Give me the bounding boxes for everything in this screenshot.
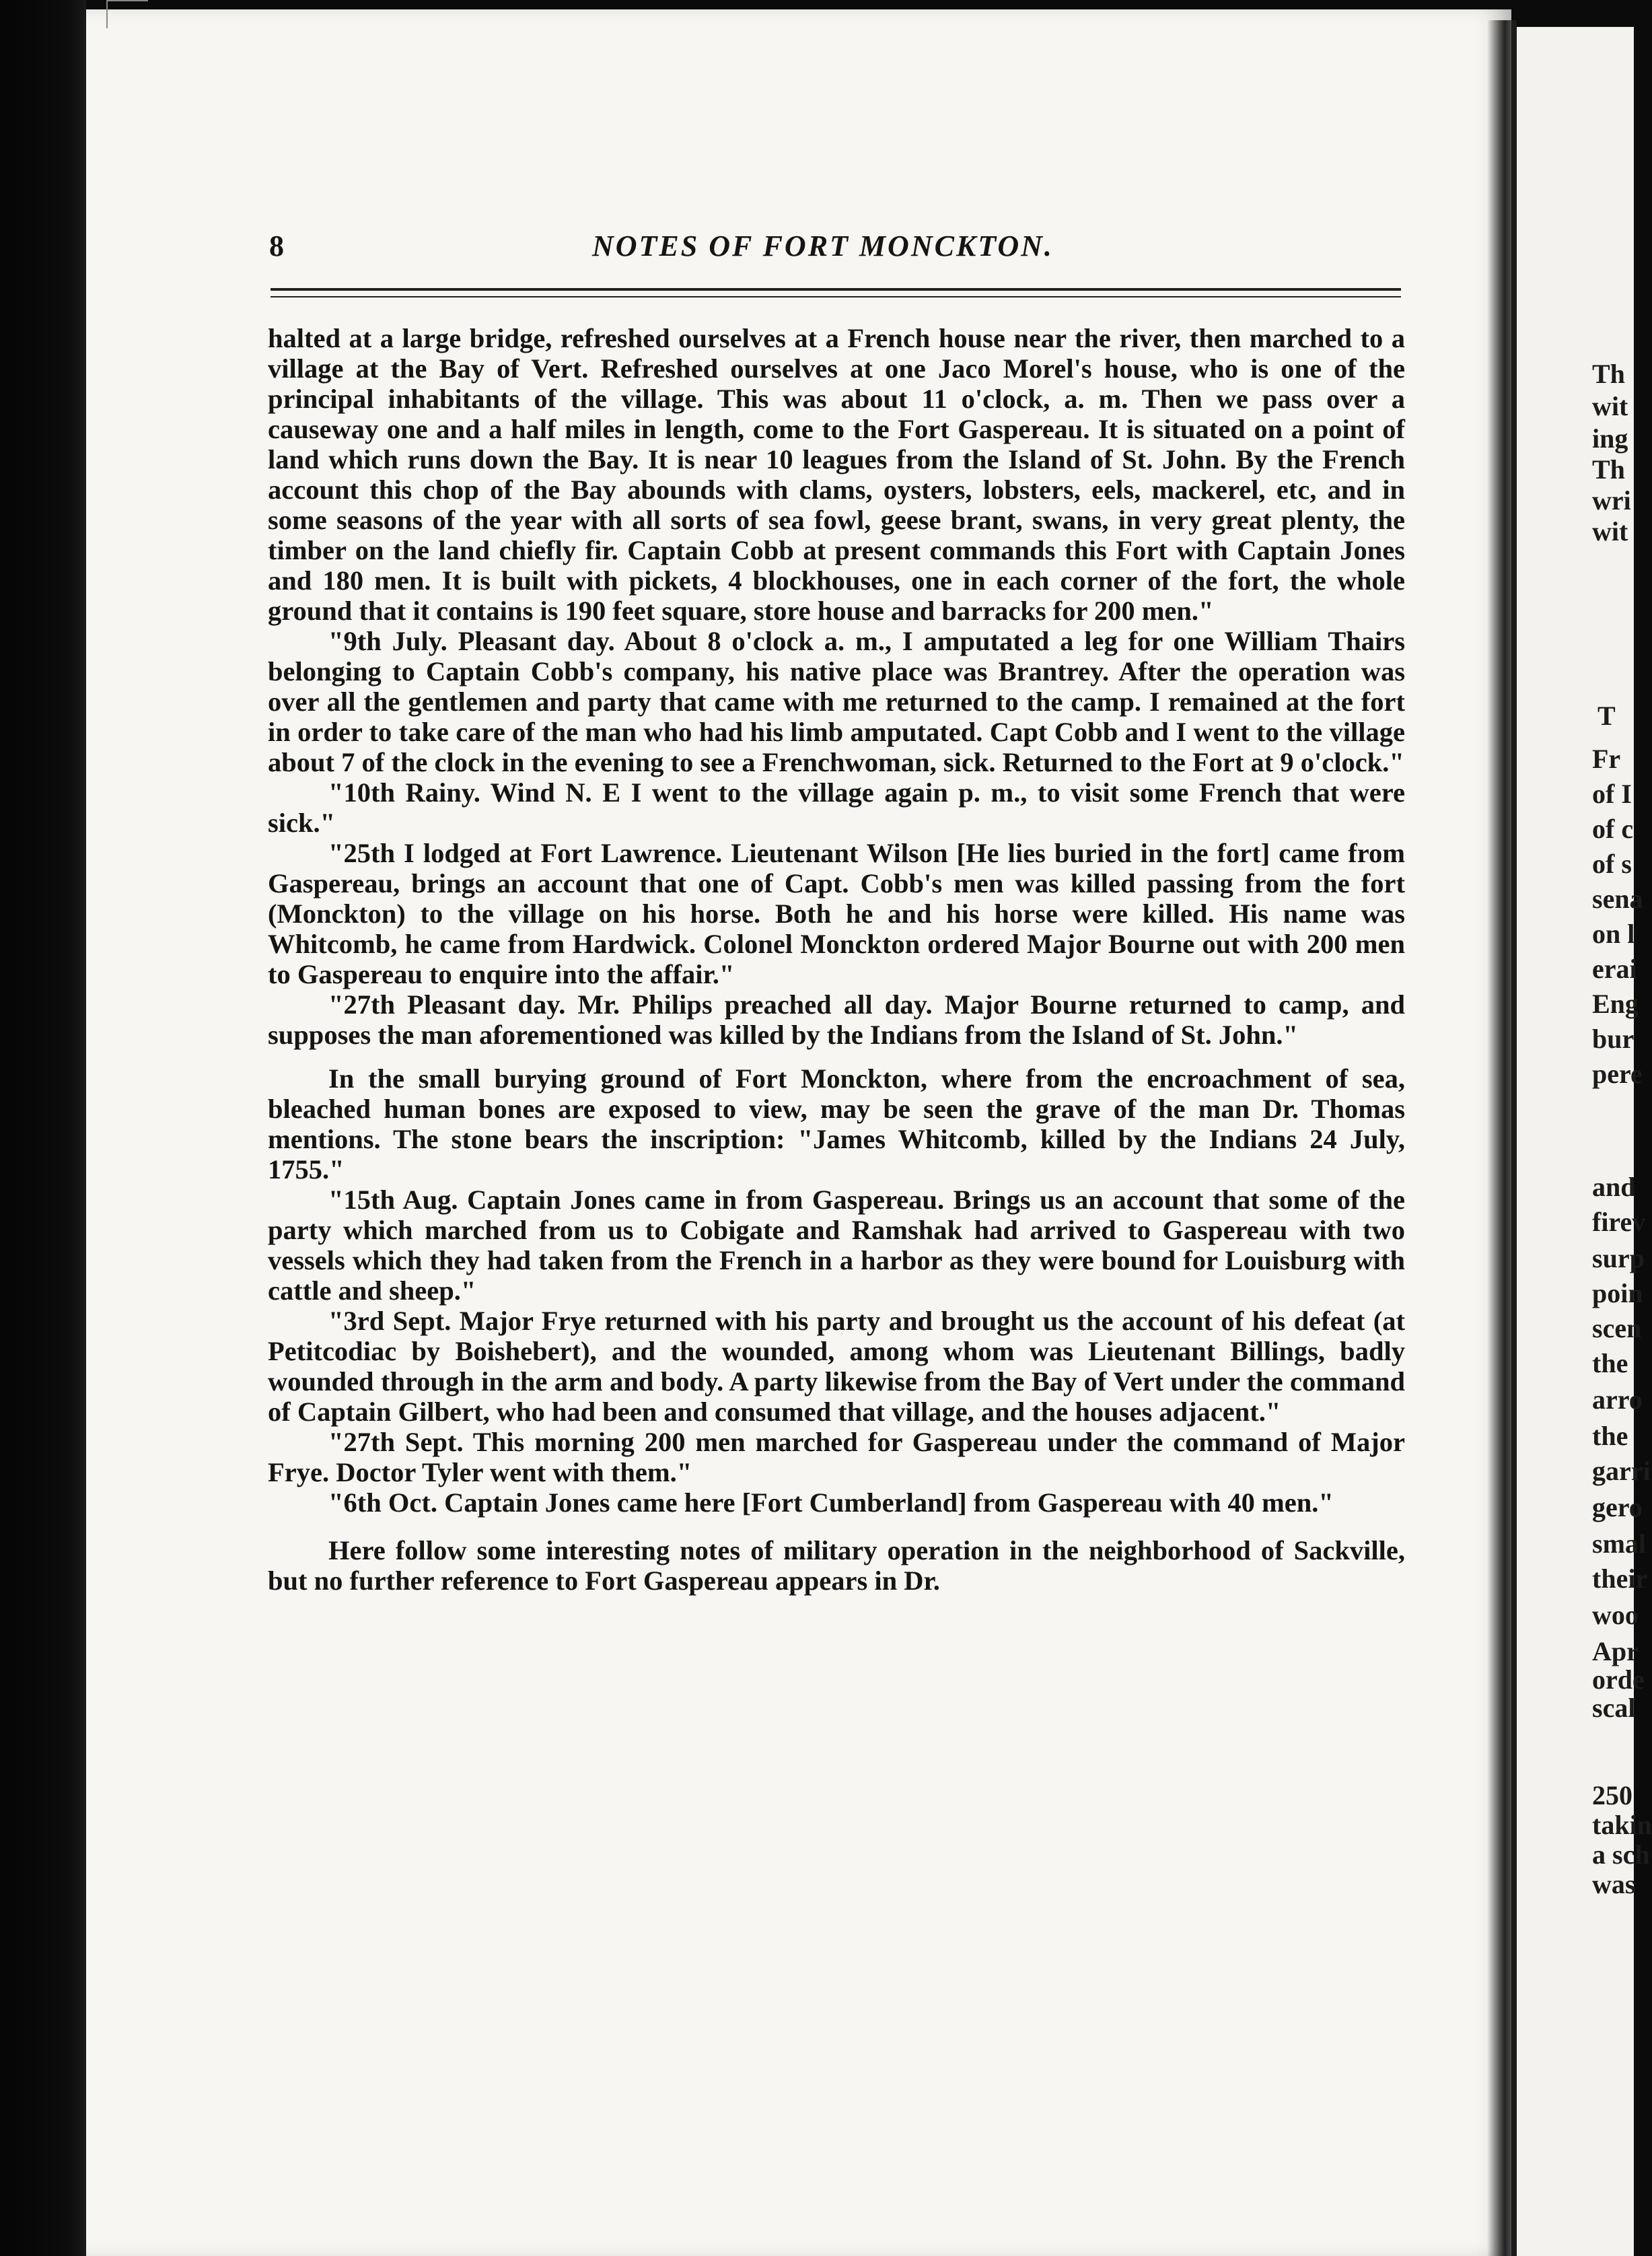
book-gutter (1487, 20, 1517, 2256)
header-rule-thin (271, 296, 1401, 297)
paragraph: "27th Sept. This morning 200 men marched for Gaspereau under the command of Major Frye. Doctor Tyler went with them." (268, 1427, 1405, 1487)
paragraph: "15th Aug. Captain Jones came in from Gaspereau. Brings us an account that some of the party which marched from us to Cobigate and Ramshak had arrived to Gaspereau with two vessels which they had taken from the French in a harbor as they were bound for Louisburg with cattle and sheep." (268, 1185, 1405, 1306)
facing-line: wit (1592, 391, 1628, 421)
facing-line: their (1592, 1563, 1648, 1594)
facing-line: ing (1592, 423, 1628, 454)
facing-line: scal (1592, 1693, 1636, 1723)
facing-line: Fr (1592, 744, 1621, 774)
paragraph: "6th Oct. Captain Jones came here [Fort Cumberland] from Gaspereau with 40 men." (328, 1487, 1334, 1518)
paragraph: Here follow some interesting notes of military operation in the neighborhood of Sackville, but no further reference to Fort Gaspereau appears in Dr. (268, 1535, 1405, 1596)
paragraph: "25th I lodged at Fort Lawrence. Lieutenant Wilson [He lies buried in the fort] came from Gaspereau, brings an account that one of Capt. Cobb's men was killed passing from the fort (Monckton) to the village on his horse. Both he and his horse were killed. His name was Whitcomb, he came from Hardwick. Colonel Monckton ordered Major Bourne out with 200 men to Gaspereau to enquire into the affair." (268, 838, 1405, 989)
paragraph: In the small burying ground of Fort Monckton, where from the encroachment of sea, bleached human bones are exposed to view, may be seen the grave of the man Dr. Thomas mentions. The stone bears the inscription: "James Whitcomb, killed by the Indians 24 July, 1755." (268, 1063, 1405, 1185)
page-number: 8 (269, 230, 284, 262)
facing-line: wit (1592, 516, 1628, 547)
facing-line: poin (1592, 1278, 1643, 1308)
facing-line: woo (1592, 1600, 1639, 1630)
facing-line: Apr (1592, 1636, 1639, 1666)
facing-page (1517, 27, 1652, 2256)
facing-line: 250 (1592, 1780, 1632, 1810)
facing-line: smal (1592, 1528, 1646, 1559)
facing-line: the (1592, 1348, 1628, 1378)
facing-line: and (1592, 1172, 1636, 1202)
facing-line: of c (1592, 814, 1634, 844)
facing-line: erai (1592, 954, 1637, 984)
scan-left-edge (0, 0, 86, 2256)
facing-line: of s (1592, 849, 1632, 879)
facing-line: Th (1592, 454, 1625, 485)
facing-line: wri (1592, 485, 1631, 516)
facing-line: takin (1592, 1810, 1652, 1840)
facing-line: Th (1592, 359, 1625, 389)
facing-line: Eng (1592, 989, 1639, 1019)
facing-line: a sch (1592, 1839, 1650, 1870)
running-head: NOTES OF FORT MONCKTON. (592, 230, 1054, 262)
facing-line: of I (1592, 779, 1632, 809)
header-rule (271, 288, 1401, 291)
scan-corner-mark (106, 0, 148, 28)
facing-line: surp (1592, 1243, 1645, 1273)
paragraph: halted at a large bridge, refreshed ourselves at a French house near the river, then marched to a village at the Bay of Vert. Refreshed ourselves at one Jaco Morel's house, who is one of the principal inhabitants of the village. This was about 11 o'clock, a. m. Then we pass over a causeway one and a half miles in length, come to the Fort Gaspereau. It is situated on a point of land which runs down the Bay. It is near 10 leagues from the Island of St. John. By the French account this chop of the Bay abounds with clams, oysters, lobsters, eels, mackerel, etc, and in some seasons of the year with all sorts of sea fowl, geese brant, swans, in very great plenty, the timber on the land chiefly fir. Captain Cobb at present commands this Fort with Captain Jones and 180 men. It is built with pickets, 4 blockhouses, one in each corner of the fort, the whole ground that it contains is 190 feet square, store house and barracks for 200 men." (268, 323, 1405, 626)
paragraph: "3rd Sept. Major Frye returned with his party and brought us the account of his defeat (at Petitcodiac by Boishebert), and the wounded, among whom was Lieutenant Billings, badly wounded through in the arm and body. A party likewise from the Bay of Vert under the command of Captain Gilbert, who had been and consumed that village, and the houses adjacent." (268, 1306, 1405, 1427)
facing-line: garri (1592, 1456, 1651, 1486)
body-text (268, 323, 1405, 1596)
paragraph: "27th Pleasant day. Mr. Philips preached all day. Major Bourne returned to camp, and supposes the man aforementioned was killed by the Indians from the Island of St. John." (268, 989, 1405, 1050)
facing-line: firev (1592, 1207, 1646, 1237)
facing-line: the (1592, 1421, 1628, 1451)
facing-line: pere (1592, 1059, 1643, 1089)
facing-line: was (1592, 1869, 1636, 1899)
paragraph: "9th July. Pleasant day. About 8 o'clock a. m., I amputated a leg for one William Thairs belonging to Captain Cobb's company, his native place was Brantrey. After the operation was over all the gentlemen and party that came with me returned to the camp. I remained at the fort in order to take care of the man who had his limb amputated. Capt Cobb and I went to the village about 7 of the clock in the evening to see a Frenchwoman, sick. Returned to the Fort at 9 o'clock." (268, 626, 1405, 777)
facing-line: scen (1592, 1313, 1642, 1343)
facing-line: arro (1592, 1384, 1643, 1415)
facing-line: bur (1592, 1024, 1635, 1054)
paragraph: "10th Rainy. Wind N. E I went to the village again p. m., to visit some French that were sick." (268, 777, 1405, 838)
facing-line: T (1597, 701, 1616, 731)
facing-line: orde (1592, 1664, 1645, 1695)
facing-line: sena (1592, 884, 1643, 914)
facing-line: on l (1592, 919, 1635, 949)
facing-line: gero (1592, 1492, 1643, 1522)
